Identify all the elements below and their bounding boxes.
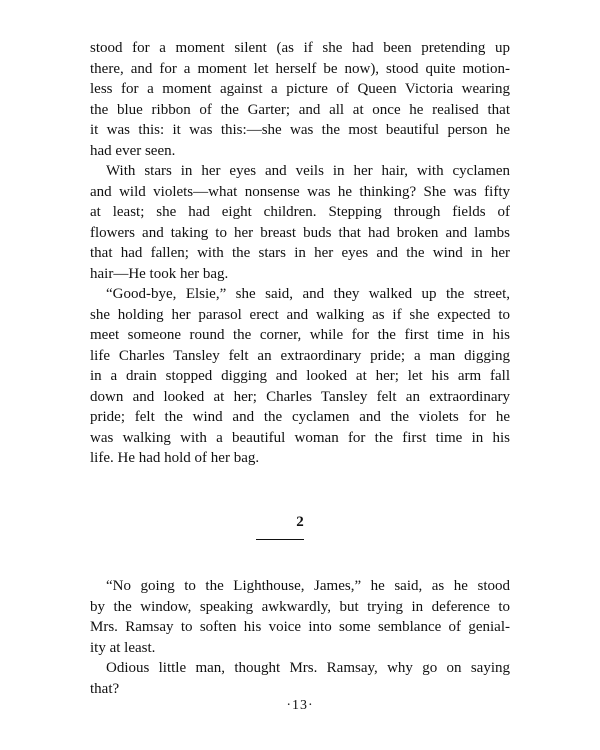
text-line: Odious little man, thought Mrs. Ramsay, why go on saying (106, 660, 510, 676)
text-line: by the window, speaking awkwardly, but trying in deference to (90, 598, 510, 615)
text-line: ity at least. (90, 639, 156, 656)
text-line: it was this: it was this:—she was the most beautiful person he (90, 122, 510, 138)
text-line: the blue ribbon of the Garter; and all at once he realised that (90, 101, 510, 118)
text-line: less for a moment against a picture of Queen Victoria wearing (90, 81, 510, 97)
text-line: down and looked at her; Charles Tansley felt an extraordinary (90, 388, 510, 405)
text-line: there, and for a moment let herself be now), stood quite motion- (90, 60, 510, 77)
text-line: life. He had hold of her bag. (90, 450, 260, 466)
text-line: life Charles Tansley felt an extraordinary pride; a man digging (90, 347, 510, 364)
text-line: stood for a moment silent (as if she had been pretending up (90, 40, 510, 56)
text-line: flowers and taking to her breast buds that had broken and lambs (90, 224, 510, 241)
text-line: that had fallen; with the stars in her eyes and the wind in her (90, 245, 510, 261)
text-line: meet someone round the corner, while for the first time in his (90, 327, 510, 343)
text-line: “No going to the Lighthouse, James,” he said, as he stood (106, 578, 510, 594)
text-line: and wild violets—what nonsense was he thinking? She was fifty (90, 183, 510, 200)
text-line: in a drain stopped digging and looked at her; let his arm fall (90, 368, 510, 384)
text-line: that? (90, 680, 120, 697)
chapter-rule (256, 539, 304, 540)
text-line: had ever seen. (90, 142, 176, 159)
chapter-number: 2 (296, 514, 304, 530)
text-line: hair—He took her bag. (90, 265, 229, 282)
text-line: pride; felt the wind and the cyclamen and the violets for he (90, 409, 510, 425)
text-line: Mrs. Ramsay to soften his voice into some semblance of genial- (90, 619, 510, 635)
page-number: ·13· (286, 698, 314, 713)
text-line: she holding her parasol erect and walking as if she expected to (90, 306, 510, 323)
text-line: With stars in her eyes and veils in her hair, with cyclamen (106, 163, 510, 179)
text-line: at least; she had eight children. Stepping through fields of (90, 204, 510, 220)
text-line: was walking with a beautiful woman for the first time in his (90, 429, 510, 446)
text-line: “Good-bye, Elsie,” she said, and they walked up the street, (106, 286, 510, 302)
